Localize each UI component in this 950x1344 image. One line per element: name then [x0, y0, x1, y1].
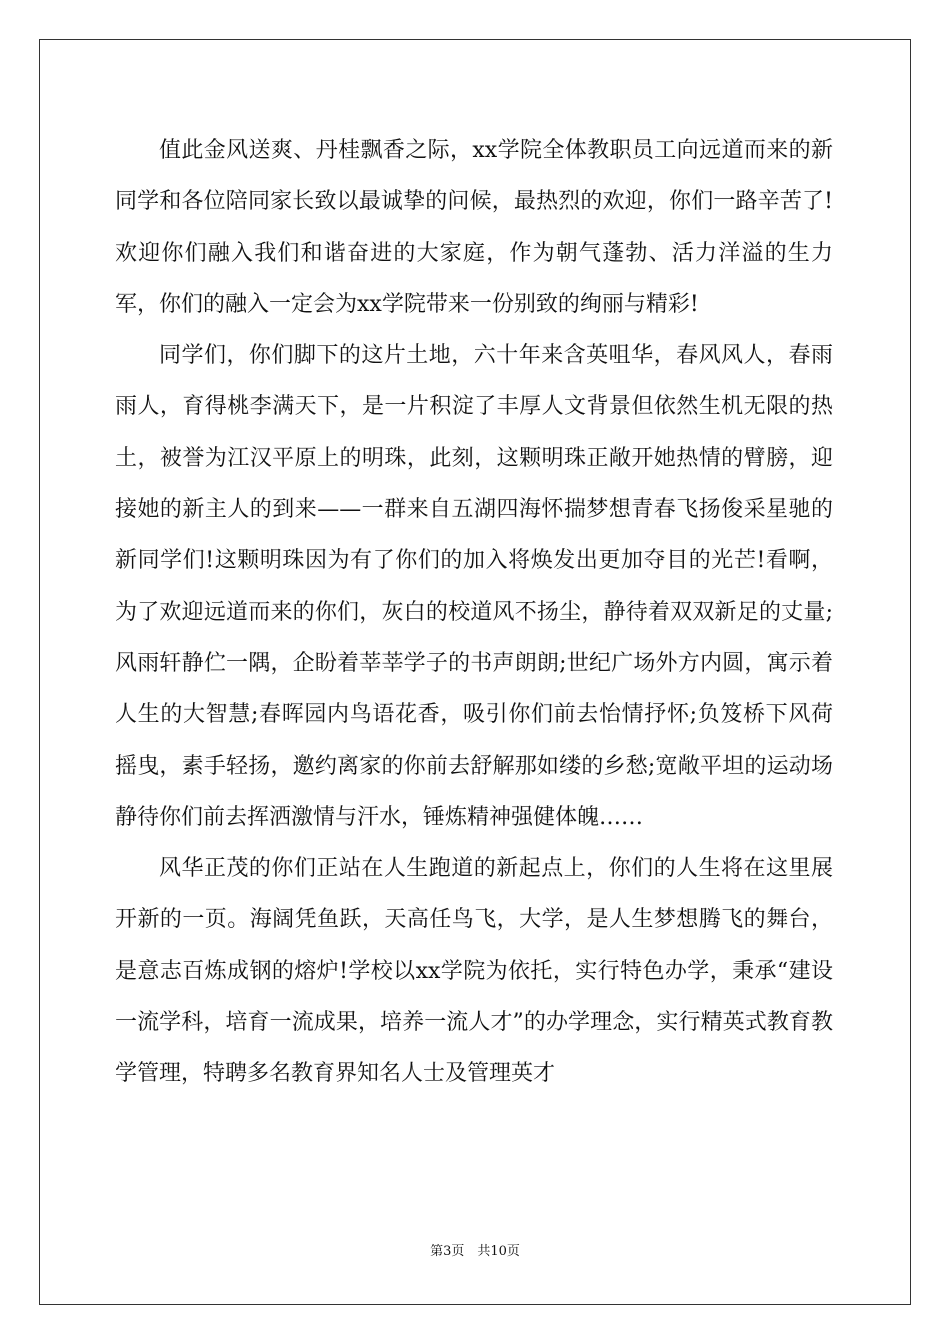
paragraph-3: 风华正茂的你们正站在人生跑道的新起点上，你们的人生将在这里展开新的一页。海阔凭鱼跃，天高任鸟飞，大学，是人生梦想腾飞的舞台，是意志百炼成钢的熔炉!学校以xx学院为依托，实行特色办学，秉承“建设一流学科，培育一流成果，培养一流人才”的办学理念，实行精英式教育教学管理，特聘多名教育界知名人士及管理英才	[115, 856, 833, 1087]
page-number-footer: 第3页 共10页	[430, 1244, 520, 1259]
document-body	[115, 125, 833, 1100]
paragraph-2: 同学们，你们脚下的这片土地，六十年来含英咀华，春风风人，春雨雨人，育得桃李满天下，是一片积淀了丰厚人文背景但依然生机无限的热土，被誉为江汉平原上的明珠，此刻，这颗明珠正敞开她热情的臂膀，迎接她的新主人的到来——一群来自五湖四海怀揣梦想青春飞扬俊采星驰的新同学们!这颗明珠因为有了你们的加入将焕发出更加夺目的光芒!看啊，为了欢迎远道而来的你们，灰白的校道风不扬尘，静待着双双新足的丈量;风雨轩静伫一隅，企盼着莘莘学子的书声朗朗;世纪广场外方内圆，寓示着人生的大智慧;春晖园内鸟语花香，吸引你们前去怡情抒怀;负笈桥下风荷摇曳，素手轻扬，邀约离家的你前去舒解那如缕的乡愁;宽敞平坦的运动场静待你们前去挥洒激情与汗水，锤炼精神强健体魄……	[115, 343, 833, 830]
paragraph-1: 值此金风送爽、丹桂飘香之际，xx学院全体教职员工向远道而来的新同学和各位陪同家长致以最诚挚的问候，最热烈的欢迎，你们一路辛苦了!欢迎你们融入我们和谐奋进的大家庭，作为朝气蓬勃、活力洋溢的生力军，你们的融入一定会为xx学院带来一份别致的绚丽与精彩!	[115, 138, 833, 317]
